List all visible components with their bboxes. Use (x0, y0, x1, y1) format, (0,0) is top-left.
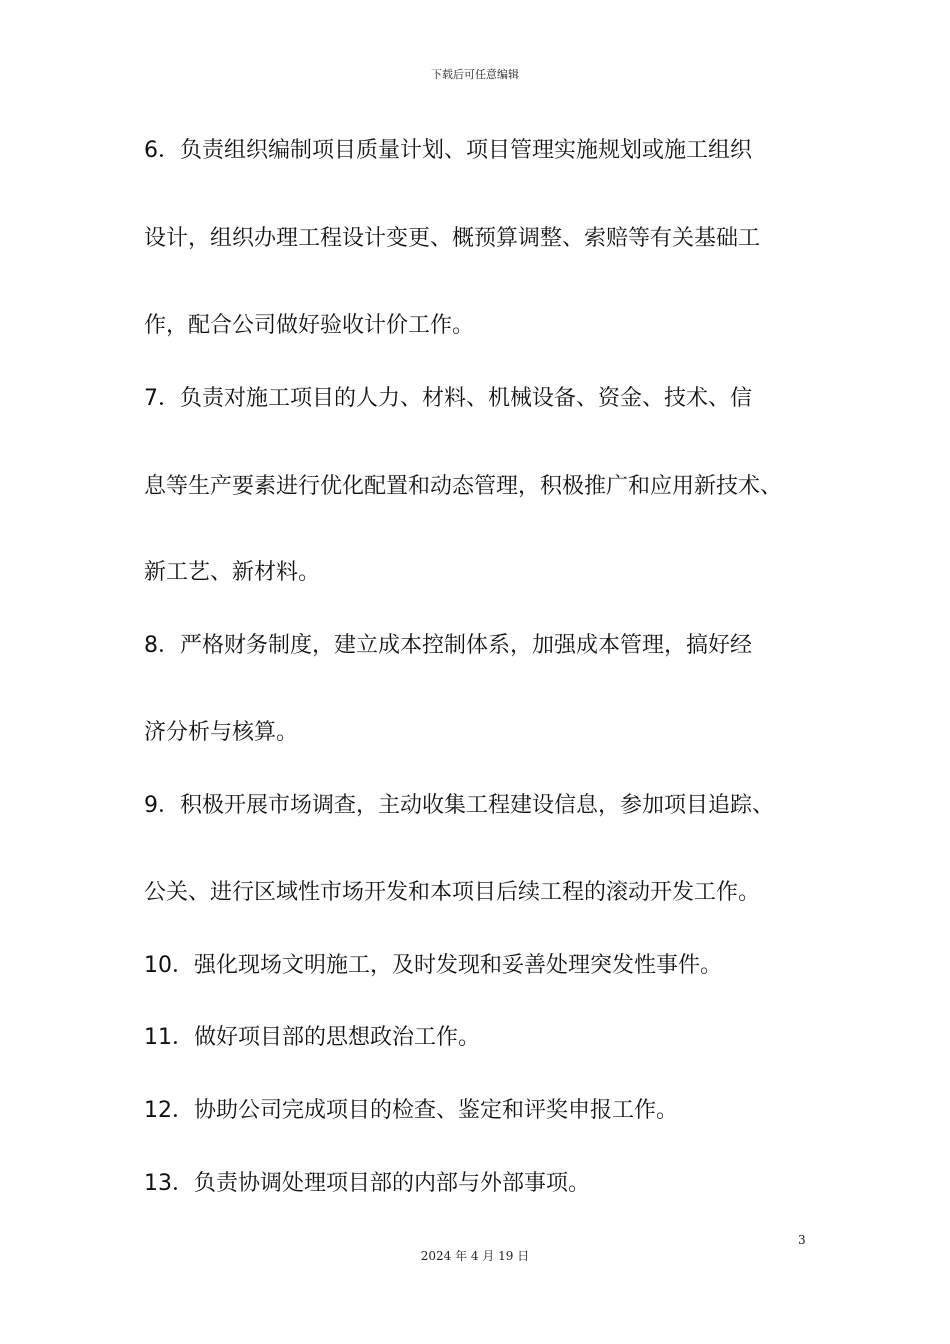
text-line: 6．负责组织编制项目质量计划、项目管理实施规划或施工组织 (144, 138, 752, 163)
text-line: 10．强化现场文明施工，及时发现和妥善处理突发性事件。 (144, 953, 722, 978)
text-line: 济分析与核算。 (144, 720, 299, 745)
text-line: 8．严格财务制度，建立成本控制体系，加强成本管理，搞好经 (144, 633, 752, 658)
page-number: 3 (798, 1233, 806, 1247)
text-line: 9．积极开展市场调查，主动收集工程建设信息，参加项目追踪、 (144, 793, 774, 818)
text-line: 公关、进行区域性市场开发和本项目后续工程的滚动开发工作。 (144, 880, 761, 905)
text-line: 11．做好项目部的思想政治工作。 (144, 1025, 480, 1050)
text-line: 设计，组织办理工程设计变更、概预算调整、索赔等有关基础工 (144, 226, 761, 251)
text-line: 12．协助公司完成项目的检查、鉴定和评奖申报工作。 (144, 1098, 678, 1123)
text-line: 新工艺、新材料。 (144, 560, 321, 585)
page-footer-date: 2024 年 4 月 19 日 (420, 1249, 530, 1263)
text-line: 息等生产要素进行优化配置和动态管理，积极推广和应用新技术、 (144, 474, 783, 499)
text-line: 13．负责协调处理项目部的内部与外部事项。 (144, 1171, 590, 1196)
text-line: 7．负责对施工项目的人力、材料、机械设备、资金、技术、信 (144, 386, 752, 411)
page-header: 下载后可任意编辑 (431, 68, 519, 81)
text-line: 作，配合公司做好验收计价工作。 (144, 313, 475, 338)
